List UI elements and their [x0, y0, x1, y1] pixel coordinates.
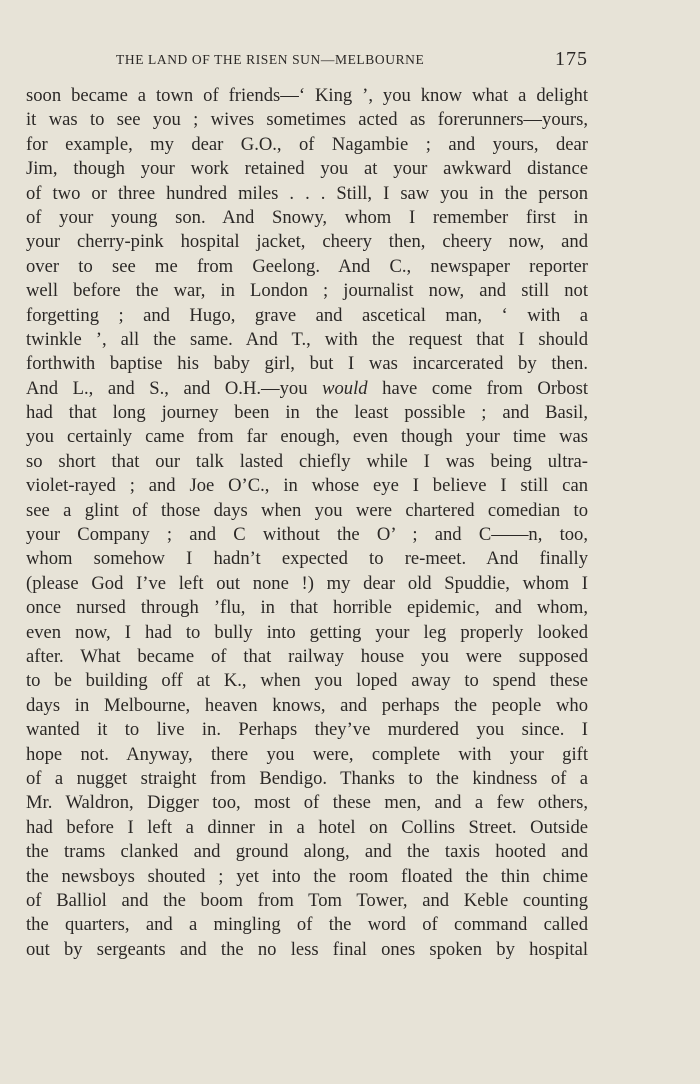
text-line: had before I left a dinner in a hotel on Collins Street. Outside	[26, 816, 588, 838]
text-line: see a glint of those days when you were chartered comedian to	[26, 499, 588, 521]
text-line: once nursed through ’flu, in that horrible epidemic, and whom,	[26, 597, 588, 619]
text-line: of a nugget straight from Bendigo. Thanks to the kindness of a	[26, 767, 588, 789]
text-line: your Company ; and C without the O’ ; and C——n, too,	[26, 524, 588, 546]
text-line: twinkle ’, all the same. And T., with the request that I should	[26, 328, 588, 350]
text-line: over to see me from Geelong. And C., newspaper reporter	[26, 255, 588, 277]
text-line: the quarters, and a mingling of the word of command called	[26, 914, 588, 936]
text-line: forthwith baptise his baby girl, but I was incarcerated by then.	[26, 353, 588, 375]
text-line: the newsboys shouted ; yet into the room floated the thin chime	[26, 865, 588, 887]
text-line: violet-rayed ; and Joe O’C., in whose eye I believe I still can	[26, 475, 588, 497]
text-line: Jim, though your work retained you at your awkward distance	[26, 158, 588, 180]
text-line: forgetting ; and Hugo, grave and ascetical man, ‘ with a	[26, 304, 588, 326]
body-text	[26, 84, 588, 962]
text-line: even now, I had to bully into getting your leg properly looked	[26, 621, 588, 643]
running-title: THE LAND OF THE RISEN SUN—MELBOURNE	[116, 52, 425, 67]
text-line: days in Melbourne, heaven knows, and perhaps the people who	[26, 694, 588, 716]
text-line: wanted it to live in. Perhaps they’ve murdered you since. I	[26, 719, 588, 741]
text-line: had that long journey been in the least possible ; and Basil,	[26, 402, 588, 424]
text-line: it was to see you ; wives sometimes acted as forerunners—yours,	[26, 109, 588, 131]
text-line: you certainly came from far enough, even though your time was	[26, 426, 588, 448]
text-line: for example, my dear G.O., of Nagambie ; and yours, dear	[26, 133, 588, 155]
text-line: after. What became of that railway house you were supposed	[26, 645, 588, 667]
text-line: (please God I’ve left out none !) my dear old Spuddie, whom I	[26, 572, 588, 594]
page-number: 175	[555, 48, 588, 70]
text-line: Mr. Waldron, Digger too, most of these men, and a few others,	[26, 792, 588, 814]
text-line: out by sergeants and the no less final ones spoken by hospital	[26, 938, 588, 960]
text-line: so short that our talk lasted chiefly while I was being ultra-	[26, 450, 588, 472]
text-line: well before the war, in London ; journalist now, and still not	[26, 280, 588, 302]
text-line: whom somehow I hadn’t expected to re-meet. And finally	[26, 548, 588, 570]
text-line: hope not. Anyway, there you were, complete with your gift	[26, 743, 588, 765]
text-line: of Balliol and the boom from Tom Tower, and Keble counting	[26, 889, 588, 911]
text-line: the trams clanked and ground along, and the taxis hooted and	[26, 841, 588, 863]
text-line: soon became a town of friends—‘ King ’, you know what a delight	[26, 85, 588, 106]
running-header	[20, 50, 588, 74]
text-line: of your young son. And Snowy, whom I remember first in	[26, 206, 588, 228]
text-line: your cherry-pink hospital jacket, cheery then, cheery now, and	[26, 231, 588, 253]
text-line: to be building off at K., when you loped away to spend these	[26, 670, 588, 692]
text-line: And L., and S., and O.H.—you would have come from Orbost	[26, 377, 589, 399]
text-line: of two or three hundred miles . . . Still, I saw you in the person	[26, 182, 588, 204]
